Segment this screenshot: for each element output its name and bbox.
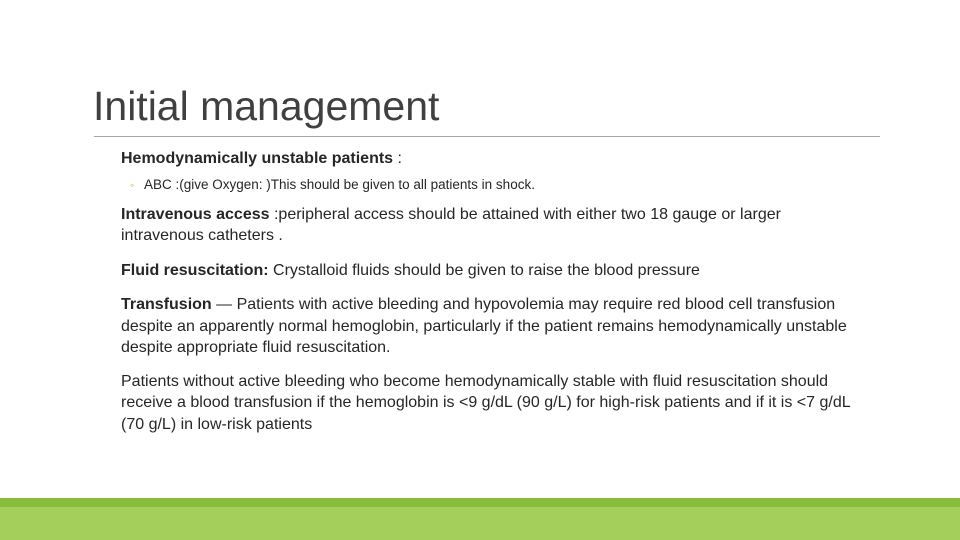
circle-bullet-icon: ◦	[130, 177, 135, 192]
text-abc: ABC :(give Oxygen: )This should be given to all patients in shock.	[144, 176, 535, 192]
sub-bullet-abc	[121, 176, 861, 194]
heading-iv-access: Intravenous access	[121, 205, 270, 223]
slide-title: Initial management	[93, 83, 440, 129]
paragraph-no-bleeding	[121, 371, 861, 436]
text-fluid: Crystalloid fluids should be given to raise the blood pressure	[268, 261, 700, 279]
heading-unstable: Hemodynamically unstable patients	[121, 150, 394, 167]
slide-content	[121, 148, 861, 435]
paragraph-unstable	[121, 148, 861, 170]
paragraph-iv-access	[121, 204, 861, 247]
title-divider	[94, 136, 880, 137]
heading-fluid: Fluid resuscitation:	[121, 261, 269, 279]
text-transfusion: — Patients with active bleeding and hypovolemia may require red blood cell transfusion despite an apparently normal hemoglobin, particularly if the patient remains hemodynamically unstable despite appropriate fluid resuscitation.	[121, 296, 847, 356]
paragraph-transfusion	[121, 294, 861, 359]
text-no-bleeding: Patients without active bleeding who become hemodynamically stable with fluid resuscitation should receive a blood transfusion if the hemoglobin is <9 g/dL (90 g/L) for high-risk patients and if it is <7 g/dL (70 g/L) in low-risk patients	[121, 372, 851, 433]
heading-transfusion: Transfusion	[121, 296, 212, 313]
paragraph-fluid	[121, 260, 861, 282]
text-iv-access: :peripheral access should be attained with either two 18 gauge or larger intravenous catheters .	[121, 205, 781, 244]
footer-accent-stripe	[0, 498, 960, 507]
footer-accent-bar	[0, 498, 960, 540]
text-unstable: :	[393, 150, 402, 167]
